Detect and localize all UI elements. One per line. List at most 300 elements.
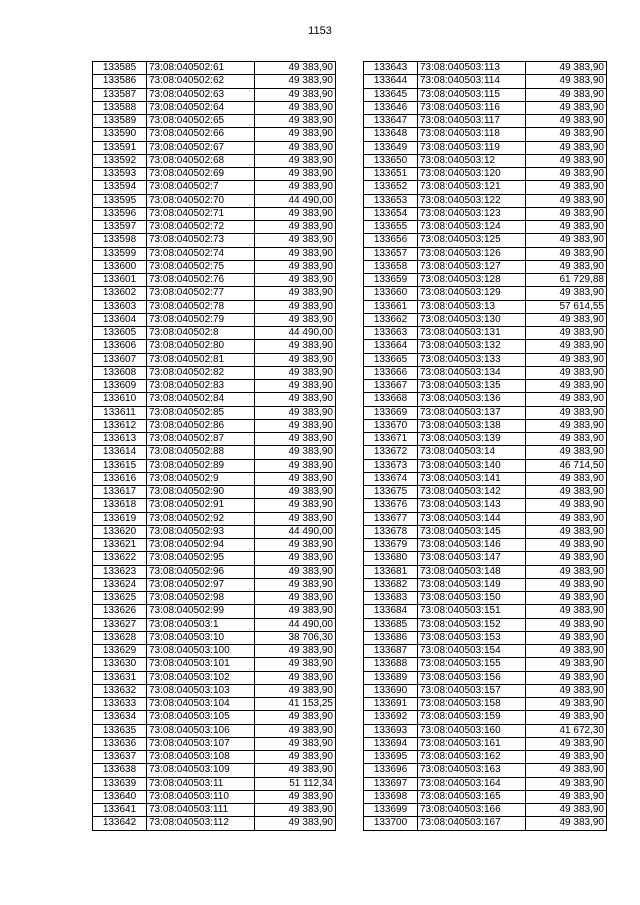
cadastral-number-cell: 73:08:040503:159: [418, 711, 526, 724]
table-row: [93, 684, 336, 697]
table-row: [364, 75, 607, 88]
cadastral-number-cell: 73:08:040503:161: [418, 737, 526, 750]
cadastral-number-cell: 73:08:040502:78: [147, 300, 255, 313]
table-row: [93, 764, 336, 777]
value-cell: 49 383,90: [526, 618, 607, 631]
value-cell: 49 383,90: [526, 777, 607, 790]
row-id-cell: 133699: [364, 804, 418, 817]
row-id-cell: 133657: [364, 247, 418, 260]
table-row: [93, 181, 336, 194]
value-cell: 49 383,90: [255, 313, 336, 326]
cadastral-number-cell: 73:08:040503:101: [147, 658, 255, 671]
value-cell: 49 383,90: [526, 194, 607, 207]
row-id-cell: 133670: [364, 419, 418, 432]
value-cell: 49 383,90: [255, 366, 336, 379]
cadastral-number-cell: 73:08:040503:14: [418, 446, 526, 459]
row-id-cell: 133684: [364, 605, 418, 618]
row-id-cell: 133694: [364, 737, 418, 750]
row-id-cell: 133674: [364, 472, 418, 485]
value-cell: 49 383,90: [526, 565, 607, 578]
row-id-cell: 133632: [93, 684, 147, 697]
cadastral-number-cell: 73:08:040502:99: [147, 605, 255, 618]
table-row: [93, 645, 336, 658]
value-cell: 49 383,90: [526, 141, 607, 154]
table-row: [93, 565, 336, 578]
table-row: [364, 433, 607, 446]
table-row: [93, 486, 336, 499]
value-cell: 49 383,90: [255, 75, 336, 88]
row-id-cell: 133588: [93, 101, 147, 114]
value-cell: 49 383,90: [526, 433, 607, 446]
row-id-cell: 133686: [364, 631, 418, 644]
value-cell: 49 383,90: [255, 234, 336, 247]
table-row: [93, 300, 336, 313]
value-cell: 49 383,90: [526, 75, 607, 88]
value-cell: 49 383,90: [255, 578, 336, 591]
row-id-cell: 133624: [93, 578, 147, 591]
table-row: [364, 777, 607, 790]
cadastral-number-cell: 73:08:040503:157: [418, 684, 526, 697]
cadastral-number-cell: 73:08:040503:144: [418, 512, 526, 525]
value-cell: 61 729,88: [526, 274, 607, 287]
row-id-cell: 133669: [364, 406, 418, 419]
table-row: [93, 578, 336, 591]
table-row: [364, 128, 607, 141]
row-id-cell: 133658: [364, 260, 418, 273]
value-cell: 49 383,90: [255, 804, 336, 817]
table-row: [364, 366, 607, 379]
cadastral-number-cell: 73:08:040502:63: [147, 88, 255, 101]
value-cell: 49 383,90: [526, 684, 607, 697]
value-cell: 49 383,90: [255, 247, 336, 260]
value-cell: 44 490,00: [255, 618, 336, 631]
value-cell: 49 383,90: [526, 804, 607, 817]
cadastral-number-cell: 73:08:040502:62: [147, 75, 255, 88]
row-id-cell: 133590: [93, 128, 147, 141]
cadastral-number-cell: 73:08:040503:140: [418, 459, 526, 472]
row-id-cell: 133586: [93, 75, 147, 88]
value-cell: 49 383,90: [255, 115, 336, 128]
value-cell: 49 383,90: [526, 247, 607, 260]
value-cell: 49 383,90: [526, 645, 607, 658]
cadastral-number-cell: 73:08:040503:127: [418, 260, 526, 273]
value-cell: 49 383,90: [255, 565, 336, 578]
table-row: [93, 340, 336, 353]
cadastral-number-cell: 73:08:040503:114: [418, 75, 526, 88]
row-id-cell: 133647: [364, 115, 418, 128]
table-row: [93, 539, 336, 552]
row-id-cell: 133654: [364, 207, 418, 220]
cadastral-number-cell: 73:08:040503:106: [147, 724, 255, 737]
row-id-cell: 133652: [364, 181, 418, 194]
cadastral-number-cell: 73:08:040503:104: [147, 698, 255, 711]
row-id-cell: 133611: [93, 406, 147, 419]
table-row: [364, 168, 607, 181]
cadastral-number-cell: 73:08:040503:142: [418, 486, 526, 499]
table-row: [364, 62, 607, 75]
table-row: [364, 327, 607, 340]
table-row: [93, 724, 336, 737]
value-cell: 49 383,90: [526, 353, 607, 366]
value-cell: 49 383,90: [526, 631, 607, 644]
table-row: [364, 181, 607, 194]
value-cell: 49 383,90: [526, 234, 607, 247]
table-row: [364, 486, 607, 499]
cadastral-number-cell: 73:08:040502:79: [147, 313, 255, 326]
cadastral-number-cell: 73:08:040503:102: [147, 671, 255, 684]
table-row: [364, 698, 607, 711]
cadastral-number-cell: 73:08:040503:124: [418, 221, 526, 234]
row-id-cell: 133659: [364, 274, 418, 287]
value-cell: 46 714,50: [526, 459, 607, 472]
row-id-cell: 133644: [364, 75, 418, 88]
cadastral-number-cell: 73:08:040503:167: [418, 817, 526, 830]
table-row: [364, 724, 607, 737]
row-id-cell: 133594: [93, 181, 147, 194]
table-row: [93, 817, 336, 830]
row-id-cell: 133595: [93, 194, 147, 207]
cadastral-number-cell: 73:08:040503:118: [418, 128, 526, 141]
value-cell: 49 383,90: [255, 300, 336, 313]
cadastral-number-cell: 73:08:040502:83: [147, 380, 255, 393]
table-row: [364, 419, 607, 432]
cadastral-number-cell: 73:08:040502:87: [147, 433, 255, 446]
value-cell: 49 383,90: [255, 340, 336, 353]
row-id-cell: 133700: [364, 817, 418, 830]
cadastral-number-cell: 73:08:040503:119: [418, 141, 526, 154]
table-row: [364, 499, 607, 512]
table-row: [364, 817, 607, 830]
table-row: [93, 618, 336, 631]
value-cell: 49 383,90: [255, 737, 336, 750]
table-row: [93, 115, 336, 128]
cadastral-number-cell: 73:08:040503:116: [418, 101, 526, 114]
cadastral-number-cell: 73:08:040503:1: [147, 618, 255, 631]
cadastral-number-cell: 73:08:040503:108: [147, 751, 255, 764]
table-row: [93, 327, 336, 340]
row-id-cell: 133675: [364, 486, 418, 499]
row-id-cell: 133601: [93, 274, 147, 287]
cadastral-number-cell: 73:08:040503:107: [147, 737, 255, 750]
value-cell: 49 383,90: [526, 698, 607, 711]
row-id-cell: 133602: [93, 287, 147, 300]
table-row: [93, 525, 336, 538]
table-row: [364, 234, 607, 247]
value-cell: 49 383,90: [526, 260, 607, 273]
row-id-cell: 133666: [364, 366, 418, 379]
row-id-cell: 133630: [93, 658, 147, 671]
table-row: [93, 247, 336, 260]
cadastral-number-cell: 73:08:040502:75: [147, 260, 255, 273]
row-id-cell: 133626: [93, 605, 147, 618]
table-row: [93, 88, 336, 101]
table-row: [364, 592, 607, 605]
table-row: [364, 221, 607, 234]
cadastral-number-cell: 73:08:040502:77: [147, 287, 255, 300]
cadastral-number-cell: 73:08:040503:110: [147, 790, 255, 803]
value-cell: 49 383,90: [255, 260, 336, 273]
table-row: [93, 737, 336, 750]
value-cell: 49 383,90: [255, 221, 336, 234]
value-cell: 49 383,90: [255, 817, 336, 830]
cadastral-number-cell: 73:08:040502:89: [147, 459, 255, 472]
cadastral-number-cell: 73:08:040502:68: [147, 154, 255, 167]
table-row: [93, 512, 336, 525]
value-cell: 49 383,90: [526, 340, 607, 353]
table-row: [93, 380, 336, 393]
cadastral-number-cell: 73:08:040503:136: [418, 393, 526, 406]
cadastral-number-cell: 73:08:040503:131: [418, 327, 526, 340]
cadastral-number-cell: 73:08:040503:150: [418, 592, 526, 605]
value-cell: 49 383,90: [526, 711, 607, 724]
cadastral-number-cell: 73:08:040502:64: [147, 101, 255, 114]
table-row: [364, 247, 607, 260]
row-id-cell: 133640: [93, 790, 147, 803]
row-id-cell: 133677: [364, 512, 418, 525]
cadastral-number-cell: 73:08:040503:122: [418, 194, 526, 207]
value-cell: 49 383,90: [526, 658, 607, 671]
row-id-cell: 133608: [93, 366, 147, 379]
table-row: [93, 711, 336, 724]
cadastral-number-cell: 73:08:040502:67: [147, 141, 255, 154]
value-cell: 49 383,90: [255, 353, 336, 366]
row-id-cell: 133676: [364, 499, 418, 512]
row-id-cell: 133607: [93, 353, 147, 366]
cadastral-number-cell: 73:08:040503:123: [418, 207, 526, 220]
row-id-cell: 133682: [364, 578, 418, 591]
table-row: [364, 804, 607, 817]
value-cell: 49 383,90: [255, 62, 336, 75]
table-row: [93, 419, 336, 432]
cadastral-number-cell: 73:08:040502:76: [147, 274, 255, 287]
row-id-cell: 133636: [93, 737, 147, 750]
value-cell: 49 383,90: [526, 737, 607, 750]
row-id-cell: 133587: [93, 88, 147, 101]
row-id-cell: 133690: [364, 684, 418, 697]
cadastral-number-cell: 73:08:040503:103: [147, 684, 255, 697]
cadastral-number-cell: 73:08:040503:126: [418, 247, 526, 260]
table-row: [364, 525, 607, 538]
table-row: [364, 671, 607, 684]
row-id-cell: 133589: [93, 115, 147, 128]
cadastral-number-cell: 73:08:040502:95: [147, 552, 255, 565]
row-id-cell: 133628: [93, 631, 147, 644]
table-row: [364, 194, 607, 207]
value-cell: 49 383,90: [526, 472, 607, 485]
cadastral-number-cell: 73:08:040503:166: [418, 804, 526, 817]
cadastral-number-cell: 73:08:040503:146: [418, 539, 526, 552]
value-cell: 49 383,90: [255, 406, 336, 419]
value-cell: 49 383,90: [255, 552, 336, 565]
table-row: [93, 631, 336, 644]
cadastral-number-cell: 73:08:040503:164: [418, 777, 526, 790]
row-id-cell: 133604: [93, 313, 147, 326]
cadastral-number-cell: 73:08:040502:97: [147, 578, 255, 591]
cadastral-number-cell: 73:08:040503:105: [147, 711, 255, 724]
row-id-cell: 133697: [364, 777, 418, 790]
row-id-cell: 133696: [364, 764, 418, 777]
cadastral-number-cell: 73:08:040503:13: [418, 300, 526, 313]
table-row: [364, 313, 607, 326]
value-cell: 49 383,90: [526, 287, 607, 300]
value-cell: 49 383,90: [526, 128, 607, 141]
table-row: [364, 207, 607, 220]
table-row: [364, 406, 607, 419]
row-id-cell: 133660: [364, 287, 418, 300]
row-id-cell: 133585: [93, 62, 147, 75]
value-cell: 49 383,90: [255, 459, 336, 472]
table-row: [364, 380, 607, 393]
row-id-cell: 133615: [93, 459, 147, 472]
value-cell: 49 383,90: [255, 724, 336, 737]
table-row: [93, 472, 336, 485]
cadastral-number-cell: 73:08:040502:74: [147, 247, 255, 260]
value-cell: 49 383,90: [526, 790, 607, 803]
table-row: [93, 194, 336, 207]
cadastral-number-cell: 73:08:040503:154: [418, 645, 526, 658]
row-id-cell: 133672: [364, 446, 418, 459]
table-row: [93, 790, 336, 803]
row-id-cell: 133635: [93, 724, 147, 737]
value-cell: 49 383,90: [255, 658, 336, 671]
value-cell: 38 706,30: [255, 631, 336, 644]
row-id-cell: 133685: [364, 618, 418, 631]
row-id-cell: 133664: [364, 340, 418, 353]
cadastral-number-cell: 73:08:040503:128: [418, 274, 526, 287]
table-row: [93, 168, 336, 181]
cadastral-number-cell: 73:08:040503:163: [418, 764, 526, 777]
value-cell: 49 383,90: [526, 406, 607, 419]
value-cell: 49 383,90: [255, 592, 336, 605]
table-row: [93, 221, 336, 234]
value-cell: 49 383,90: [526, 115, 607, 128]
cadastral-number-cell: 73:08:040503:100: [147, 645, 255, 658]
cadastral-number-cell: 73:08:040503:139: [418, 433, 526, 446]
value-cell: 49 383,90: [526, 380, 607, 393]
row-id-cell: 133649: [364, 141, 418, 154]
row-id-cell: 133655: [364, 221, 418, 234]
value-cell: 44 490,00: [255, 327, 336, 340]
value-cell: 49 383,90: [255, 671, 336, 684]
cadastral-number-cell: 73:08:040502:88: [147, 446, 255, 459]
row-id-cell: 133645: [364, 88, 418, 101]
cadastral-number-cell: 73:08:040503:156: [418, 671, 526, 684]
row-id-cell: 133661: [364, 300, 418, 313]
value-cell: 49 383,90: [526, 499, 607, 512]
cadastral-number-cell: 73:08:040503:125: [418, 234, 526, 247]
value-cell: 44 490,00: [255, 525, 336, 538]
value-cell: 49 383,90: [526, 592, 607, 605]
cadastral-number-cell: 73:08:040503:137: [418, 406, 526, 419]
value-cell: 49 383,90: [255, 446, 336, 459]
value-cell: 49 383,90: [526, 419, 607, 432]
cadastral-number-cell: 73:08:040503:162: [418, 751, 526, 764]
value-cell: 49 383,90: [255, 207, 336, 220]
table-row: [364, 512, 607, 525]
table-row: [364, 340, 607, 353]
table-row: [93, 777, 336, 790]
value-cell: 49 383,90: [526, 605, 607, 618]
row-id-cell: 133597: [93, 221, 147, 234]
row-id-cell: 133671: [364, 433, 418, 446]
value-cell: 49 383,90: [255, 181, 336, 194]
row-id-cell: 133625: [93, 592, 147, 605]
cadastral-number-cell: 73:08:040503:129: [418, 287, 526, 300]
table-row: [364, 101, 607, 114]
row-id-cell: 133610: [93, 393, 147, 406]
cadastral-number-cell: 73:08:040503:120: [418, 168, 526, 181]
table-row: [93, 658, 336, 671]
cadastral-number-cell: 73:08:040503:145: [418, 525, 526, 538]
table-row: [93, 274, 336, 287]
cadastral-number-cell: 73:08:040503:111: [147, 804, 255, 817]
row-id-cell: 133623: [93, 565, 147, 578]
table-row: [93, 751, 336, 764]
value-cell: 51 112,34: [255, 777, 336, 790]
data-table-left: [92, 61, 336, 831]
table-row: [364, 764, 607, 777]
cadastral-number-cell: 73:08:040502:94: [147, 539, 255, 552]
table-row: [364, 260, 607, 273]
table-row: [364, 618, 607, 631]
cadastral-number-cell: 73:08:040503:134: [418, 366, 526, 379]
value-cell: 49 383,90: [526, 221, 607, 234]
table-row: [93, 62, 336, 75]
row-id-cell: 133673: [364, 459, 418, 472]
row-id-cell: 133695: [364, 751, 418, 764]
row-id-cell: 133633: [93, 698, 147, 711]
row-id-cell: 133688: [364, 658, 418, 671]
table-row: [364, 274, 607, 287]
value-cell: 49 383,90: [255, 274, 336, 287]
row-id-cell: 133651: [364, 168, 418, 181]
value-cell: 49 383,90: [526, 578, 607, 591]
value-cell: 49 383,90: [526, 486, 607, 499]
table-row: [364, 751, 607, 764]
value-cell: 49 383,90: [255, 128, 336, 141]
table-row: [93, 287, 336, 300]
cadastral-number-cell: 73:08:040503:160: [418, 724, 526, 737]
value-cell: 49 383,90: [526, 62, 607, 75]
table-row: [93, 671, 336, 684]
table-row: [364, 88, 607, 101]
value-cell: 49 383,90: [526, 512, 607, 525]
row-id-cell: 133678: [364, 525, 418, 538]
row-id-cell: 133629: [93, 645, 147, 658]
row-id-cell: 133638: [93, 764, 147, 777]
cadastral-number-cell: 73:08:040502:61: [147, 62, 255, 75]
row-id-cell: 133681: [364, 565, 418, 578]
value-cell: 49 383,90: [255, 168, 336, 181]
cadastral-number-cell: 73:08:040503:112: [147, 817, 255, 830]
cadastral-number-cell: 73:08:040503:147: [418, 552, 526, 565]
row-id-cell: 133591: [93, 141, 147, 154]
table-row: [93, 393, 336, 406]
table-row: [93, 433, 336, 446]
row-id-cell: 133616: [93, 472, 147, 485]
value-cell: 49 383,90: [255, 287, 336, 300]
table-body-left: [93, 62, 336, 831]
cadastral-number-cell: 73:08:040503:155: [418, 658, 526, 671]
row-id-cell: 133668: [364, 393, 418, 406]
table-row: [93, 353, 336, 366]
row-id-cell: 133631: [93, 671, 147, 684]
table-row: [93, 207, 336, 220]
cadastral-number-cell: 73:08:040502:72: [147, 221, 255, 234]
cadastral-number-cell: 73:08:040503:130: [418, 313, 526, 326]
cadastral-number-cell: 73:08:040503:117: [418, 115, 526, 128]
row-id-cell: 133622: [93, 552, 147, 565]
